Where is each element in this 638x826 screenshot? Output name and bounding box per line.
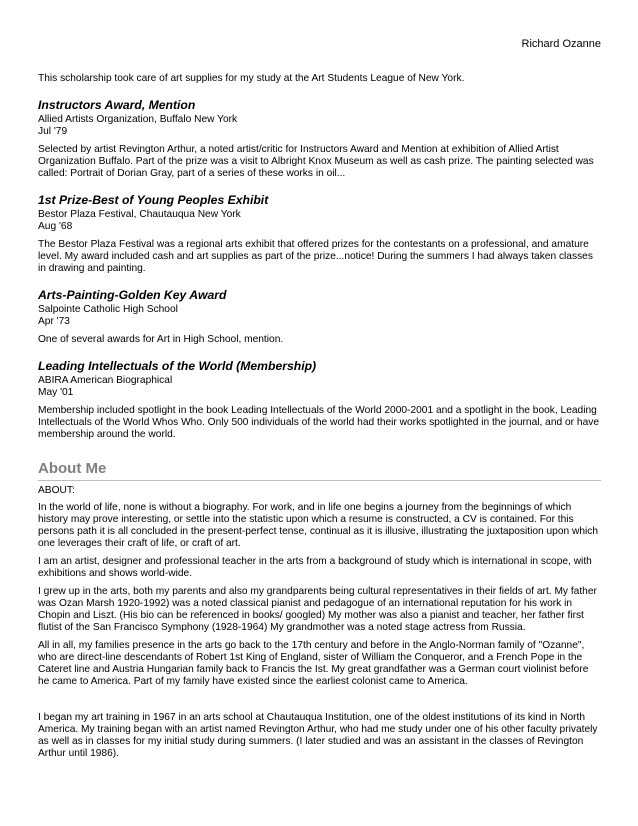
award-description: Membership included spotlight in the book Leading Intellectuals of the World 2000-2001 and a spotlight in the book, Leading Intellectuals of the World Whos Who. Only 500 individuals of the world had their works spotlighted in the journal, and or have membership around the world.: [38, 405, 599, 440]
award-organization: Bestor Plaza Festival, Chautauqua New York: [38, 209, 241, 220]
award-description: Selected by artist Revington Arthur, a noted artist/critic for Instructors Award and Mention at exhibition of Allied Artist Organization Buffalo. Part of the prize was a visit to Albright Knox Museum as well as cash prize. The painting selected was called: Portrait of Dorian Gray, part of a series of these works in oil...: [38, 144, 594, 179]
award-entry: [38, 98, 601, 180]
award-date: Jul '79: [38, 126, 68, 137]
about-paragraph: In the world of life, none is without a biography. For work, and in life one begins a journey from the beginnings of which history may prove interesting, or settle into the statistic upon which a resume is constructed, a CV is contained. For this persons path it is all concluded in the present-perfect tense, continual as it is illusive, illustrating the juxtaposition upon which one leverages their craft of life, or craft of art.: [38, 502, 599, 549]
award-description: The Bestor Plaza Festival was a regional arts exhibit that offered prizes for the contestants on a professional, and amature level. My award included cash and art supplies as part of the prize...notice! During the summers I had always taken classes in drawing and painting.: [38, 239, 593, 274]
about-paragraph: I am an artist, designer and professional teacher in the arts from a background of study which is international in scope, with exhibitions and shows world-wide.: [38, 556, 592, 579]
award-title: Leading Intellectuals of the World (Membership): [38, 359, 317, 373]
section-divider: [38, 480, 601, 481]
award-title: Arts-Painting-Golden Key Award: [38, 288, 227, 302]
about-paragraph: I began my art training in 1967 in an arts school at Chautauqua Institution, one of the oldest institutions of its kind in North America. My training began with an artist named Revington Arthur, who had me study under one of his other faculty privately as well as in classes for my initial study during summers. (I later studied and was an assistant in the classes of Revington Arthur until 1986).: [38, 712, 598, 759]
award-title: Instructors Award, Mention: [38, 98, 196, 112]
award-date: May '01: [38, 387, 74, 398]
award-entry: [38, 359, 601, 441]
about-paragraph: I grew up in the arts, both my parents and also my grandparents being cultural representatives in their fields of art. My father was Ozan Marsh 1920-1992) was a noted classical pianist and pedagogue of an international reputation for his work in Chopin and Liszt. (His bio can be referenced in books/ googled) My mother was also a pianist and teacher, her father first flutist of the San Francisco Symphony (1928-1964) My grandmother was a noted stage actress from Russia.: [38, 586, 597, 633]
about-label: ABOUT:: [38, 485, 75, 496]
award-entry: [38, 288, 601, 346]
award-description: One of several awards for Art in High School, mention.: [38, 334, 284, 345]
award-title: 1st Prize-Best of Young Peoples Exhibit: [38, 193, 269, 207]
award-organization: Salpointe Catholic High School: [38, 304, 178, 315]
intro-paragraph: This scholarship took care of art supplies for my study at the Art Students League of New York.: [38, 73, 465, 84]
about-heading: About Me: [38, 460, 107, 477]
award-entry: [38, 193, 601, 275]
award-date: Aug '68: [38, 221, 73, 232]
award-date: Apr '73: [38, 316, 70, 327]
award-organization: Allied Artists Organization, Buffalo New York: [38, 114, 238, 125]
author-name: Richard Ozanne: [521, 38, 601, 50]
about-paragraph: All in all, my families presence in the arts go back to the 17th century and before in the Anglo-Norman family of "Ozanne", who are direct-line descendants of Robert 1st King of England, sister of William the Conqueror, and a French Pope in the Cateret line and Austria Hungarian family back to Francis the Ist. My great grandfather was a German court violinist before he came to America. Part of my family have existed since the earliest colonist came to America.: [38, 640, 589, 687]
award-organization: ABIRA American Biographical: [38, 375, 173, 386]
